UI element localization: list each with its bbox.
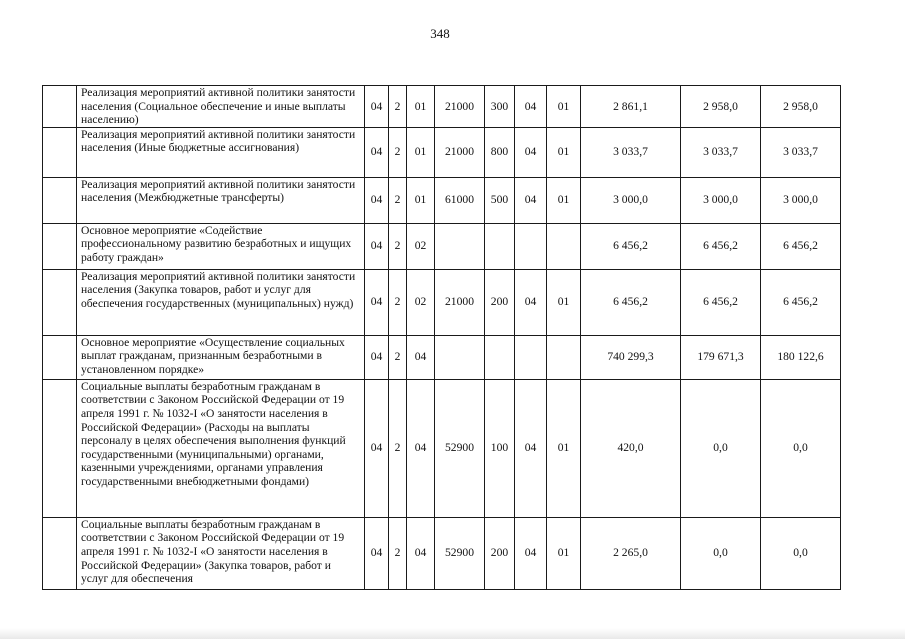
- code-cell: 2: [389, 335, 407, 379]
- code-cell: 04: [365, 335, 389, 379]
- code-cell: 2: [389, 127, 407, 177]
- margin-cell: [43, 223, 77, 269]
- amount-cell: 2 861,1: [581, 86, 681, 128]
- page-number: 348: [430, 26, 450, 41]
- code-cell: [547, 223, 581, 269]
- code-cell: 200: [485, 517, 515, 589]
- code-cell: 2: [389, 223, 407, 269]
- table-row: [43, 127, 841, 177]
- code-cell: [485, 335, 515, 379]
- code-cell: 2: [389, 379, 407, 517]
- code-cell: 01: [547, 379, 581, 517]
- table-row: [43, 517, 841, 589]
- row-name: Реализация мероприятий активной политики занятости населения (Межбюджетные трансферты): [77, 177, 365, 223]
- code-cell: 2: [389, 177, 407, 223]
- code-cell: 04: [365, 379, 389, 517]
- amount-cell: 420,0: [581, 379, 681, 517]
- amount-cell: 180 122,6: [761, 335, 841, 379]
- amount-cell: 2 958,0: [681, 86, 761, 128]
- table-row: [43, 223, 841, 269]
- amount-cell: 0,0: [681, 517, 761, 589]
- table-row: [43, 379, 841, 517]
- code-cell: 61000: [435, 177, 485, 223]
- margin-cell: [43, 335, 77, 379]
- code-cell: 04: [515, 86, 547, 128]
- code-cell: 04: [515, 177, 547, 223]
- amount-cell: 0,0: [761, 379, 841, 517]
- code-cell: [435, 223, 485, 269]
- code-cell: 04: [365, 86, 389, 128]
- row-name: Реализация мероприятий активной политики занятости населения (Иные бюджетные ассигнования): [77, 127, 365, 177]
- code-cell: 04: [515, 127, 547, 177]
- row-name: Основное мероприятие «Осуществление социальных выплат гражданам, признанным безработными в установленном порядке»: [77, 335, 365, 379]
- code-cell: 01: [407, 177, 435, 223]
- margin-cell: [43, 127, 77, 177]
- amount-cell: 179 671,3: [681, 335, 761, 379]
- table-row: [43, 335, 841, 379]
- amount-cell: 0,0: [761, 517, 841, 589]
- code-cell: 21000: [435, 86, 485, 128]
- amount-cell: 6 456,2: [581, 223, 681, 269]
- amount-cell: 740 299,3: [581, 335, 681, 379]
- code-cell: 01: [547, 86, 581, 128]
- amount-cell: 3 000,0: [681, 177, 761, 223]
- code-cell: 21000: [435, 127, 485, 177]
- amount-cell: 3 000,0: [761, 177, 841, 223]
- code-cell: 2: [389, 86, 407, 128]
- amount-cell: 3 000,0: [581, 177, 681, 223]
- amount-cell: 6 456,2: [681, 269, 761, 335]
- scan-edge-shadow: [0, 628, 905, 639]
- code-cell: 52900: [435, 379, 485, 517]
- margin-cell: [43, 177, 77, 223]
- code-cell: 04: [365, 127, 389, 177]
- code-cell: 02: [407, 269, 435, 335]
- amount-cell: 6 456,2: [761, 269, 841, 335]
- code-cell: 2: [389, 517, 407, 589]
- code-cell: 01: [547, 269, 581, 335]
- row-name: Социальные выплаты безработным гражданам в соответствии с Законом Российской Федерации от 19 апреля 1991 г. № 1032-I «О занятости населения в Российской Федерации» (Расходы на выплаты персоналу в целях обеспечения выполнения функций государственными (муниципальными) органами, казенными учреждениями, органами управления государственными внебюджетными фондами): [77, 379, 365, 517]
- code-cell: 52900: [435, 517, 485, 589]
- margin-cell: [43, 86, 77, 128]
- amount-cell: 3 033,7: [681, 127, 761, 177]
- code-cell: 04: [365, 177, 389, 223]
- code-cell: 2: [389, 269, 407, 335]
- code-cell: 01: [547, 517, 581, 589]
- code-cell: [547, 335, 581, 379]
- amount-cell: 2 265,0: [581, 517, 681, 589]
- code-cell: [515, 335, 547, 379]
- amount-cell: 6 456,2: [761, 223, 841, 269]
- code-cell: 04: [365, 269, 389, 335]
- code-cell: 100: [485, 379, 515, 517]
- margin-cell: [43, 379, 77, 517]
- code-cell: 04: [365, 517, 389, 589]
- margin-cell: [43, 269, 77, 335]
- code-cell: 04: [407, 517, 435, 589]
- code-cell: [485, 223, 515, 269]
- code-cell: 01: [407, 127, 435, 177]
- row-name: Социальные выплаты безработным гражданам в соответствии с Законом Российской Федерации от 19 апреля 1991 г. № 1032-I «О занятости населения в Российской Федерации» (Закупка товаров, работ и услуг для обеспечения: [77, 517, 365, 589]
- row-name: Реализация мероприятий активной политики занятости населения (Закупка товаров, работ и услуг для обеспечения государственных (муниципальных) нужд): [77, 269, 365, 335]
- amount-cell: 6 456,2: [681, 223, 761, 269]
- code-cell: 04: [365, 223, 389, 269]
- code-cell: 800: [485, 127, 515, 177]
- code-cell: 500: [485, 177, 515, 223]
- code-cell: 300: [485, 86, 515, 128]
- table-row: [43, 177, 841, 223]
- code-cell: 01: [547, 177, 581, 223]
- code-cell: 02: [407, 223, 435, 269]
- table-row: [43, 269, 841, 335]
- table-row: [43, 86, 841, 128]
- code-cell: 04: [515, 269, 547, 335]
- code-cell: 04: [407, 379, 435, 517]
- amount-cell: 3 033,7: [761, 127, 841, 177]
- row-name: Основное мероприятие «Содействие профессиональному развитию безработных и ищущих работу граждан»: [77, 223, 365, 269]
- code-cell: 04: [407, 335, 435, 379]
- amount-cell: 2 958,0: [761, 86, 841, 128]
- amount-cell: 3 033,7: [581, 127, 681, 177]
- budget-table: [42, 85, 841, 590]
- amount-cell: 6 456,2: [581, 269, 681, 335]
- code-cell: [435, 335, 485, 379]
- row-name: Реализация мероприятий активной политики занятости населения (Социальное обеспечение и иные выплаты населению): [77, 86, 365, 128]
- code-cell: 01: [547, 127, 581, 177]
- code-cell: 200: [485, 269, 515, 335]
- margin-cell: [43, 517, 77, 589]
- code-cell: 21000: [435, 269, 485, 335]
- code-cell: 04: [515, 379, 547, 517]
- code-cell: [515, 223, 547, 269]
- amount-cell: 0,0: [681, 379, 761, 517]
- code-cell: 04: [515, 517, 547, 589]
- code-cell: 01: [407, 86, 435, 128]
